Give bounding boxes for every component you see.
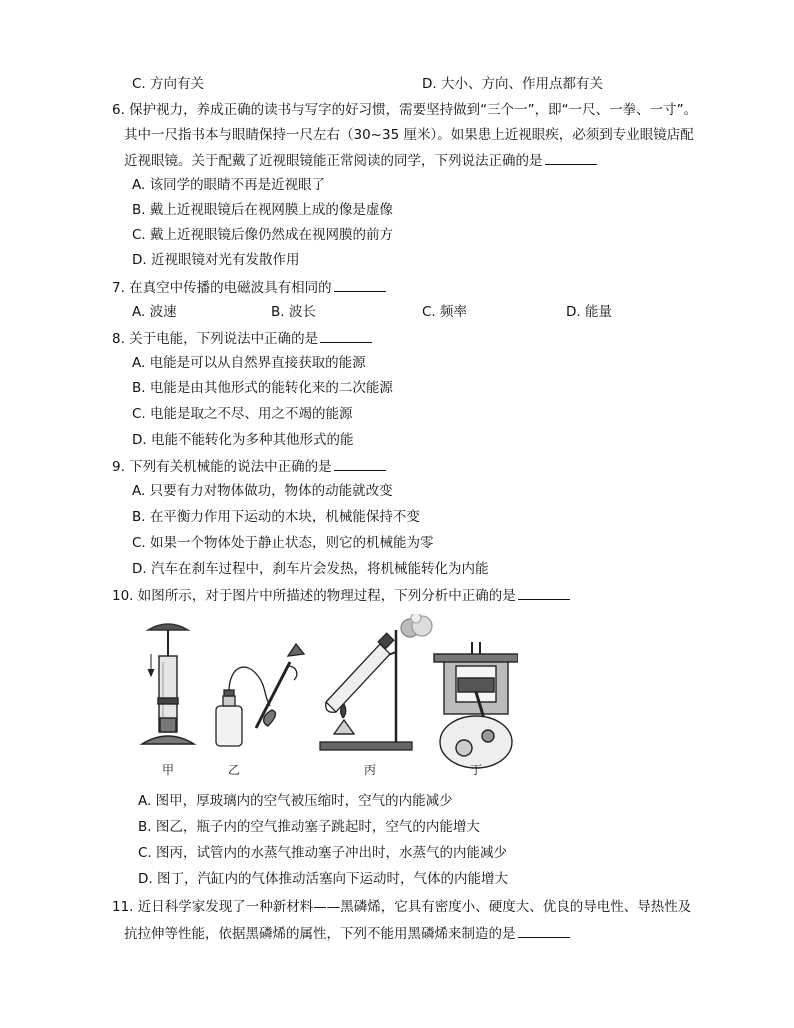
figure-label-jia: 甲: [162, 763, 175, 777]
q6-stem-line1: 6. 保护视力，养成正确的读书与写字的好习惯，需要坚持做到“三个一”，即“一尺、一拳、一寸”。: [112, 102, 698, 118]
q8-option-b: B. 电能是由其他形式的能转化来的二次能源: [132, 380, 393, 396]
answer-blank: [334, 456, 386, 471]
q10-figure: [138, 614, 518, 784]
figure-bing-test-tube-heating: [320, 614, 432, 750]
q6-stem-line2: 其中一尺指书本与眼睛保持一尺左右（30~35 厘米）。如果患上近视眼疾，必须到专业眼镜店配: [124, 127, 694, 143]
figure-ding-engine-cylinder: [434, 642, 518, 768]
q10-apparatus-figure: [138, 614, 518, 784]
q8-option-d: D. 电能不能转化为多种其他形式的能: [132, 432, 354, 448]
q5-option-c: C. 方向有关: [132, 76, 205, 92]
figure-label-bing: 丙: [364, 763, 377, 777]
q8-option-a: A. 电能是可以从自然界直接获取的能源: [132, 355, 366, 371]
q6-option-a: A. 该同学的眼睛不再是近视眼了: [132, 177, 326, 193]
answer-blank: [518, 923, 570, 938]
q7-option-b: B. 波长: [271, 304, 316, 320]
q7-option-a: A. 波速: [132, 304, 177, 320]
figure-label-ding: 丁: [470, 763, 483, 777]
q9-option-c: C. 如果一个物体处于静止状态，则它的机械能为零: [132, 535, 434, 551]
q5-option-d: D. 大小、方向、作用点都有关: [422, 76, 603, 92]
q10-option-a: A. 图甲，厚玻璃内的空气被压缩时，空气的内能减少: [138, 793, 453, 809]
q9-option-a: A. 只要有力对物体做功，物体的动能就改变: [132, 483, 393, 499]
q6-stem-line3: 近视眼镜。关于配戴了近视眼镜能正常阅读的同学，下列说法正确的是: [124, 150, 597, 171]
figure-yi-bottle-and-pump: [216, 644, 304, 746]
q6-option-c: C. 戴上近视眼镜后像仍然成在视网膜的前方: [132, 227, 394, 243]
figure-jia-air-compression-apparatus: [142, 624, 194, 744]
q6-option-b: B. 戴上近视眼镜后在视网膜上成的像是虚像: [132, 202, 393, 218]
answer-blank: [334, 277, 386, 292]
answer-blank: [545, 150, 597, 165]
answer-blank: [320, 328, 372, 343]
q8-option-c: C. 电能是取之不尽、用之不竭的能源: [132, 406, 353, 422]
q10-stem: 10. 如图所示，对于图片中所描述的物理过程，下列分析中正确的是: [112, 585, 570, 606]
q7-stem: 7. 在真空中传播的电磁波具有相同的: [112, 277, 386, 298]
q10-option-d: D. 图丁，汽缸内的气体推动活塞向下运动时，气体的内能增大: [138, 871, 508, 887]
answer-blank: [518, 585, 570, 600]
q6-option-d: D. 近视眼镜对光有发散作用: [132, 252, 300, 268]
q7-option-c: C. 频率: [422, 304, 468, 320]
q9-option-b: B. 在平衡力作用下运动的木块，机械能保持不变: [132, 509, 420, 525]
q11-stem-line1: 11. 近日科学家发现了一种新材料——黑磷烯，它具有密度小、硬度大、优良的导电性、导热性及: [112, 899, 692, 915]
q9-stem: 9. 下列有关机械能的说法中正确的是: [112, 456, 386, 477]
q8-stem: 8. 关于电能，下列说法中正确的是: [112, 328, 372, 349]
q9-option-d: D. 汽车在刹车过程中，刹车片会发热，将机械能转化为内能: [132, 561, 489, 577]
q7-option-d: D. 能量: [566, 304, 612, 320]
q10-option-c: C. 图丙，试管内的水蒸气推动塞子冲出时，水蒸气的内能减少: [138, 845, 508, 861]
q10-option-b: B. 图乙，瓶子内的空气推动塞子跳起时，空气的内能增大: [138, 819, 480, 835]
figure-label-yi: 乙: [228, 763, 241, 777]
q11-stem-line2: 抗拉伸等性能，依据黑磷烯的属性，下列不能用黑磷烯来制造的是: [124, 923, 570, 944]
